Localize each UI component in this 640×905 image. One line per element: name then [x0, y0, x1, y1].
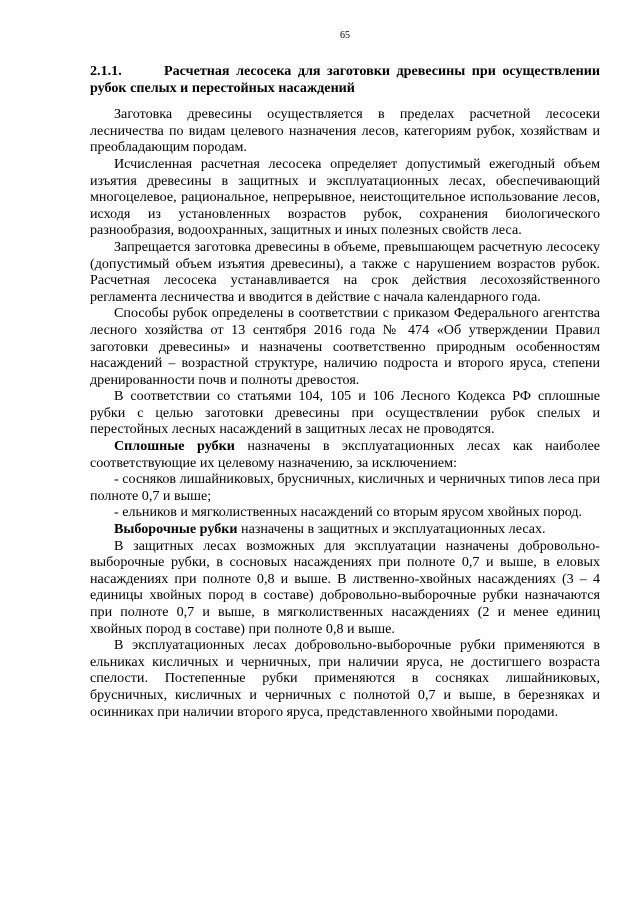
paragraph-5: В соответствии со статьями 104, 105 и 106 Лесного Кодекса РФ сплошные рубки с целью заготовки древесины при осуществлении рубок спелых и перестойных лесных насаждений в защитных лесах не проводятся.: [90, 388, 600, 438]
page-number: 65: [340, 30, 350, 41]
section-heading: [90, 63, 600, 96]
paragraph-1: Заготовка древесины осуществляется в пределах расчетной лесосеки лесничества по видам целевого назначения лесов, категориям рубок, хозяйствам и преобладающим породам.: [90, 106, 600, 156]
term-clear-cutting: Сплошные рубки: [114, 438, 235, 455]
list-item-1: - сосняков лишайниковых, брусничных, кисличных и черничных типов леса при полноте 0,7 и выше;: [90, 471, 600, 504]
paragraph-3: Запрещается заготовка древесины в объеме, превышающем расчетную лесосеку (допустимый объем изъятия древесины), а также с нарушением возрастов рубок. Расчетная лесосека устанавливается на срок действия лесохозяйственного регламента лесничества и вводится в действие с начала календарного года.: [90, 238, 600, 305]
paragraph-9: [90, 521, 600, 538]
paragraph-2: Исчисленная расчетная лесосека определяет допустимый ежегодный объем изъятия древесины в защитных и эксплуатационных лесах, обеспечивающий многоцелевое, рациональное, непрерывное, неистощительное использование лесов, исходя из установленных возрастов рубок, сохранения биологического разнообразия, водоохранных, защитных и иных полезных свойств леса.: [90, 155, 600, 239]
section-title: Расчетная лесосека для заготовки древесины при осуществлении рубок спелых и перестойных насаждений: [90, 63, 600, 96]
term-selective-cutting: Выборочные рубки: [114, 521, 238, 538]
section-number: 2.1.1.: [90, 63, 122, 79]
paragraph-11: В эксплуатационных лесах добровольно-выборочные рубки применяются в ельниках кисличных и черничных, при наличии яруса, не достигшего возраста спелости. Постепенные рубки применяются в сосняках лишайниковых, брусничных, кисличных и черничных с полнотой 0,7 и выше, в березняках и осинниках при наличии второго яруса, представленного хвойными породами.: [90, 637, 600, 720]
paragraph-4: Способы рубок определены в соответствии с приказом Федерального агентства лесного хозяйства от 13 сентября 2016 года № 474 «Об утверждении Правил заготовки древесины» и назначены соответственно природным особенностям насаждений – возрастной структуре, наличию подроста и второго яруса, степени дренированности почв и полноты древостоя.: [90, 305, 600, 388]
paragraph-9-text: назначены в защитных и эксплуатационных лесах.: [237, 521, 546, 538]
list-item-2: - ельников и мягколиственных насаждений со вторым ярусом хвойных пород.: [114, 504, 583, 521]
paragraph-10: В защитных лесах возможных для эксплуатации назначены добровольно-выборочные рубки, в сосновых насаждениях при полноте 0,7 и выше, в еловых насаждениях при полноте 0,8 и выше. В лиственно-хвойных насаждениях (3 – 4 единицы хвойных пород в составе) добровольно-выборочные рубки назначаются при полноте 0,7 и выше, в мягколиственных насаждениях (2 и менее единиц хвойных пород в составе) при полноте 0,8 и выше.: [90, 537, 600, 637]
paragraph-6: [90, 438, 600, 471]
paragraph-6-text: назначены в эксплуатационных лесах как наиболее соответствующие их целевому назначению, за исключением:: [90, 438, 601, 471]
